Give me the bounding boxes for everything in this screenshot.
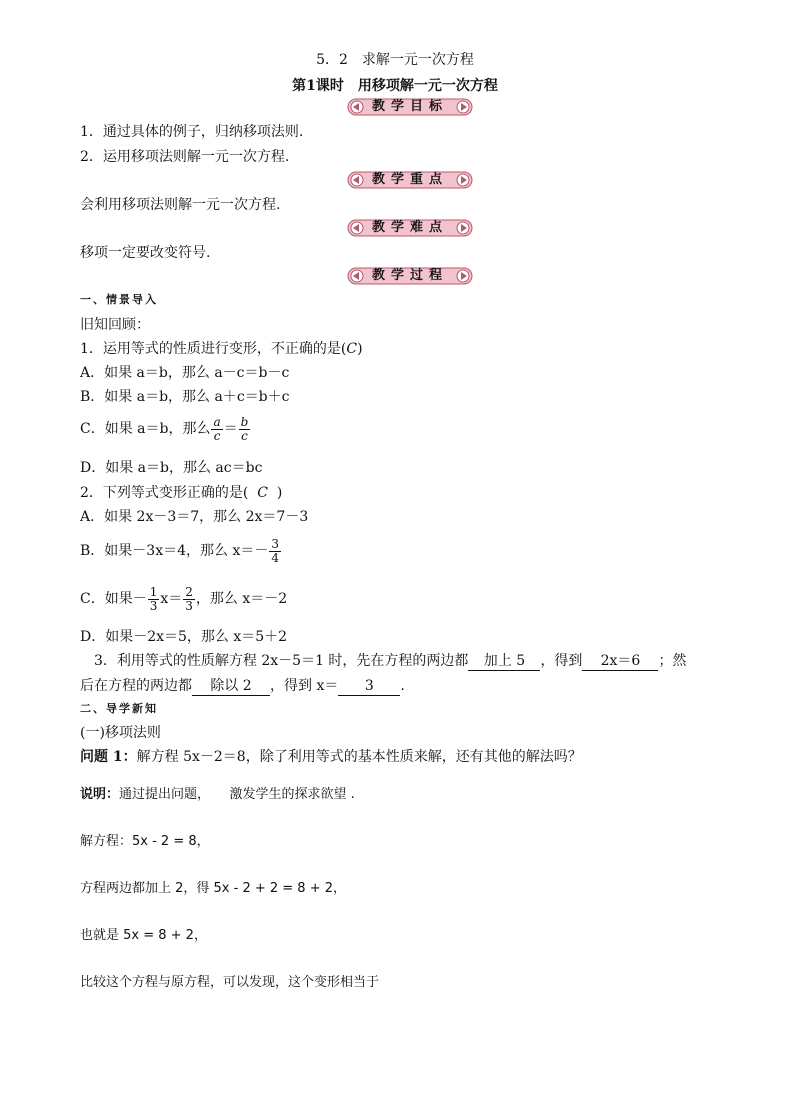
blank-divide-2: 除以 2 [192,677,270,696]
section-heading-intro: 一、情景导入 [80,293,158,306]
problem-1: 问题 1：解方程 5x－2＝8，除了利用等式的基本性质来解，还有其他的解法吗？ [80,749,582,765]
question-2-option-b: B．如果－3x＝4，那么 x＝－ $\frac{3}{4}$ [80,536,279,565]
solution-step-3: 也就是 5x = 8 + 2， [80,928,207,943]
fraction-1-over-3: $\frac{1}{3}$ [149,584,158,613]
question-1-option-c: C．如果 a＝b，那么 $\frac{a}{c}$ ＝ $\frac{b}{c}$ [80,414,249,443]
question-1-answer: C [346,341,358,357]
blank-2x-eq-6: 2x＝6 [582,652,658,671]
question-3-line-2: 后在方程的两边都 除以 2 ，得到 x＝ 3 . [80,678,405,694]
banner-difficulty: 教学难点 [347,219,473,237]
question-2-stem: 2．下列等式变形正确的是( C ) [80,485,283,501]
blank-x-eq-3: 3 [338,677,400,696]
lesson-title: 5．2 求解一元一次方程 [316,52,474,68]
fraction-3-over-4: $\frac{3}{4}$ [271,536,279,565]
question-2-option-a: A．如果 2x－3＝7，那么 2x＝7－3 [80,509,309,525]
solution-step-4: 比较这个方程与原方程，可以发现，这个变形相当于 [80,975,380,990]
goal-item-1: 1．通过具体的例子，归纳移项法则. [80,124,304,140]
question-1-stem: 1．运用等式的性质进行变形，不正确的是(C) [80,341,363,357]
goal-item-2: 2．运用移项法则解一元一次方程. [80,149,290,165]
question-2-option-c: C．如果－ $\frac{1}{3}$ x＝ $\frac{2}{3}$ ，那么 x＝－2 [80,584,288,613]
fraction-a-over-c: $\frac{a}{c}$ [213,414,221,443]
solution-step-2: 方程两边都加上 2，得 5x - 2 + 2 = 8 + 2， [80,881,347,896]
difficulty-text: 移项一定要改变符号. [80,245,211,261]
question-3-line-1: 3．利用等式的性质解方程 2x－5＝1 时，先在方程的两边都 加上 5 ，得到 2x＝6 ；然 [94,653,687,669]
blank-add-5: 加上 5 [468,652,540,671]
question-2-option-d: D．如果－2x＝5，那么 x＝5＋2 [80,629,288,645]
lesson-subtitle: 第1课时 用移项解一元一次方程 [292,78,498,94]
subsection-transposition-rule: (一)移项法则 [80,725,161,741]
fraction-b-over-c: $\frac{b}{c}$ [240,414,249,443]
section-heading-new-knowledge: 二、导学新知 [80,702,158,715]
question-2-answer: C [257,485,268,501]
question-1-option-d: D．如果 a＝b，那么 ac＝bc [80,460,263,476]
review-label: 旧知回顾： [80,317,150,333]
note-line: 说明：通过提出问题， 激发学生的探求欲望 . [80,787,355,802]
question-1-option-b: B．如果 a＝b，那么 a＋c＝b＋c [80,389,290,405]
fraction-2-over-3: $\frac{2}{3}$ [185,584,193,613]
solution-step-1: 解方程：5x - 2 = 8， [80,834,210,849]
banner-key-points: 教学重点 [347,171,473,189]
banner-teaching-process: 教学过程 [347,267,473,285]
banner-teaching-goals: 教学目标 [347,98,473,116]
question-1-option-a: A．如果 a＝b，那么 a－c＝b－c [80,365,290,381]
key-point-text: 会利用移项法则解一元一次方程. [80,197,281,213]
